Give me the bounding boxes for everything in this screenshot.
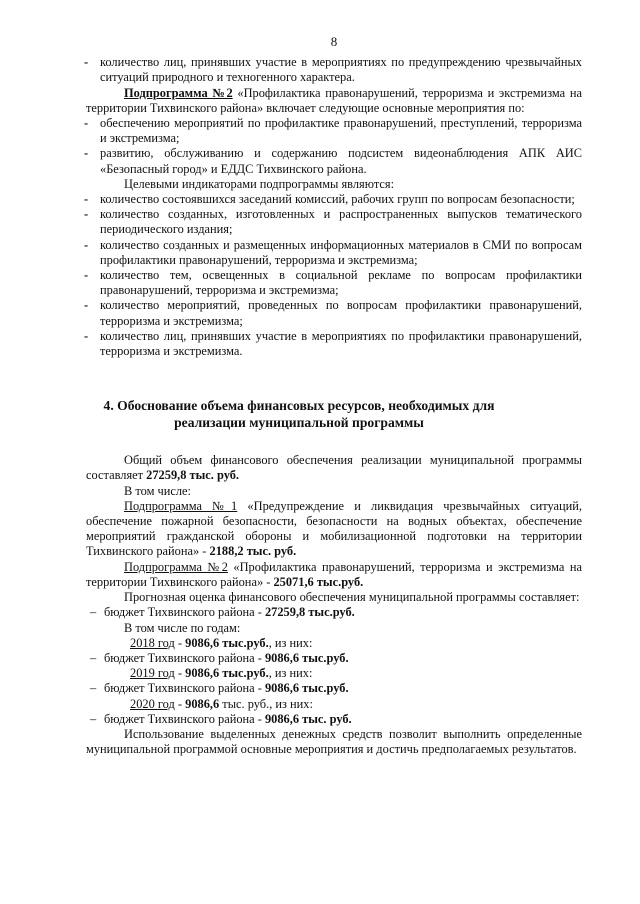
section-heading: 4. Обоснование объема финансовых ресурсов, необходимых для реализации муниципальной программы: [103, 398, 495, 431]
subprogram-value: 2188,2 тыс. руб.: [209, 544, 297, 559]
budget-label: бюджет Тихвинского района -: [104, 681, 265, 696]
year-amount: 9086,6 тыс.руб.: [185, 666, 269, 681]
year-line: [86, 636, 582, 651]
year-label: 2019 год: [130, 666, 175, 681]
year-sep: -: [174, 635, 186, 650]
bullet-item: - количество лиц, принявших участие в мероприятиях по профилактики правонарушений, терроризма и экстремизма.: [86, 329, 582, 359]
year-line: [86, 697, 582, 712]
year-budget-line: [86, 651, 582, 666]
year-label: 2018 год: [130, 635, 175, 650]
year-amount: 9086,6 тыс.руб.: [185, 635, 269, 650]
total-paragraph: [86, 453, 582, 483]
budget-value: 9086,6 тыс. руб.: [264, 711, 352, 726]
budget-value: 9086,6 тыс.руб.: [264, 681, 349, 696]
budget-value: 27259,8 тыс.руб.: [264, 605, 355, 620]
budget-total-line: [86, 605, 582, 620]
budget-label: бюджет Тихвинского района -: [104, 711, 265, 726]
forecast-paragraph: Прогнозная оценка финансового обеспечения муниципальной программы составляет:: [124, 590, 580, 605]
bullet-item: - развитию, обслуживанию и содержанию подсистем видеонаблюдения АПК АИС «Безопасный город» и ЕДДС Тихвинского района.: [86, 146, 582, 176]
year-budget-line: [86, 681, 582, 696]
budget-value: 9086,6 тыс.руб.: [264, 650, 349, 665]
total-value: 27259,8 тыс. руб.: [146, 468, 240, 483]
subprogram-text: «Профилактика правонарушений, терроризма и экстремизма на территории Тихвинского района» -: [86, 559, 582, 589]
year-line: [86, 666, 582, 681]
including-label: В том числе:: [124, 483, 191, 498]
year-sep: -: [174, 696, 186, 711]
total-text: Общий объем финансового обеспечения реализации муниципальной программы составляет: [86, 453, 582, 483]
bullet-item: - количество созданных, изготовленных и распространенных выпусков тематического периодического издания;: [86, 207, 582, 237]
bullet-item: - количество тем, освещенных в социальной рекламе по вопросам профилактики правонарушений, терроризма и экстремизма;: [86, 268, 582, 298]
subprogram-2-funding: [86, 560, 582, 590]
year-tail: тыс. руб., из них:: [219, 696, 313, 711]
subprogram-label: Подпрограмма №1: [124, 498, 238, 513]
page-number: 8: [330, 34, 338, 49]
bullet-item: - количество состоявшихся заседаний комиссий, рабочих групп по вопросам безопасности;: [86, 192, 582, 207]
subprogram-text: «Профилактика правонарушений, терроризма и экстремизма на территории Тихвинского района» включает следующие основные мероприятия по:: [86, 85, 583, 115]
year-label: 2020 год: [130, 696, 175, 711]
indicators-intro: Целевыми индикаторами подпрограммы являются:: [124, 176, 395, 191]
subprogram-value: 25071,6 тыс.руб.: [273, 574, 364, 589]
year-amount: 9086,6: [185, 696, 220, 711]
subprogram-1-funding: [86, 499, 582, 560]
budget-label: бюджет Тихвинского района -: [104, 650, 265, 665]
year-tail: , из них:: [268, 666, 313, 681]
subprogram-label: Подпрограмма №2: [124, 85, 233, 100]
budget-label: бюджет Тихвинского района -: [104, 605, 265, 620]
year-budget-line: [86, 712, 582, 727]
bullet-item: - количество лиц, принявших участие в мероприятиях по предупреждению чрезвычайных ситуаций природного и техногенного характера.: [86, 55, 582, 85]
year-sep: -: [174, 666, 186, 681]
bullet-item: - количество созданных и размещенных информационных материалов в СМИ по вопросам профилактики правонарушений, терроризма и экстремизма;: [86, 238, 582, 268]
subprogram-label: Подпрограмма №2: [124, 559, 228, 574]
by-years-label: В том числе по годам:: [124, 620, 241, 635]
bullet-item: - количество мероприятий, проведенных по вопросам профилактики правонарушений, терроризма и экстремизма;: [86, 298, 582, 328]
closing-paragraph: Использование выделенных денежных средств позволит выполнить определенные муниципальной программой основные мероприятия и достичь предполагаемых результатов.: [86, 726, 582, 757]
bullet-item: - обеспечению мероприятий по профилактике правонарушений, преступлений, терроризма и экстремизма;: [86, 116, 582, 146]
subprogram-text: «Предупреждение и ликвидация чрезвычайных ситуаций, обеспечение пожарной безопасности, безопасности на водных объектах, обеспечение мероприятий гражданской обороны и мобилизационной подготовки на территории Тихвинского района» -: [86, 498, 582, 559]
subprogram-2-intro: [86, 86, 582, 116]
year-tail: , из них:: [268, 635, 313, 650]
